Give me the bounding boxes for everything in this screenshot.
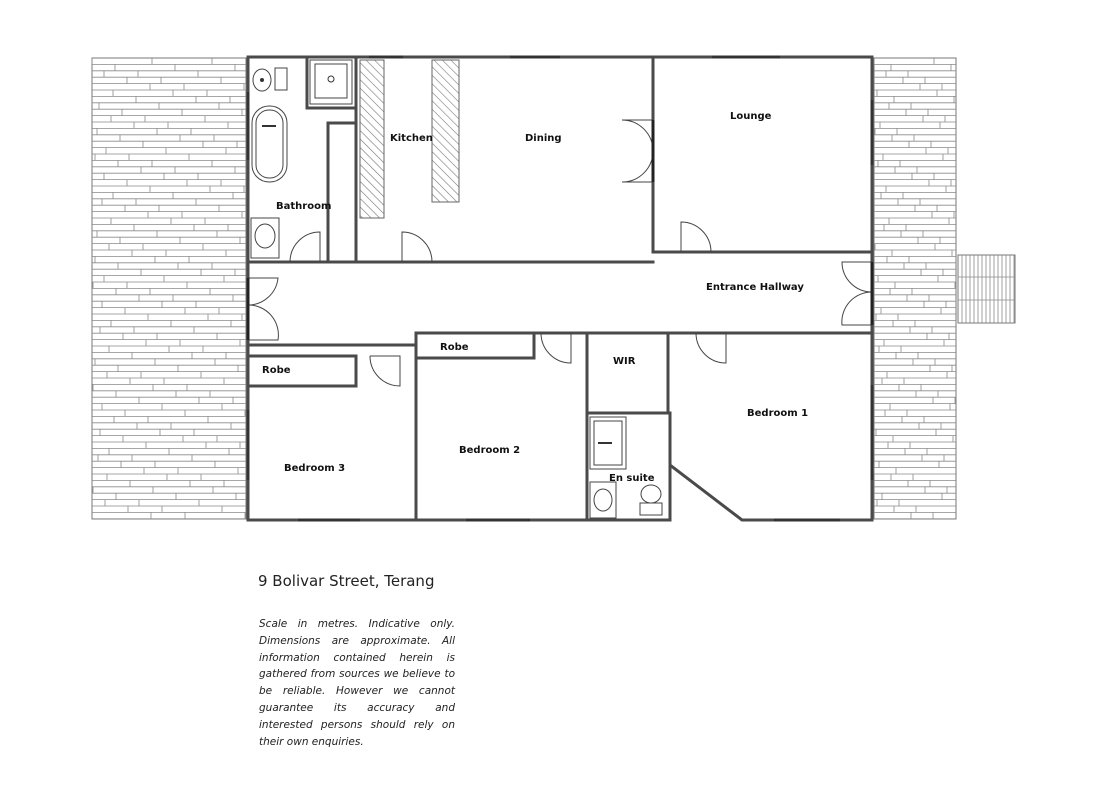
room-label-bedroom-3: Bedroom 3 [284, 463, 346, 474]
room-label-dining: Dining [525, 133, 562, 144]
toilet-icon [253, 68, 287, 91]
vanity-sink-icon [251, 218, 279, 258]
room-label-bedroom-1: Bedroom 1 [747, 408, 809, 419]
ensuite-sink-icon [590, 482, 616, 518]
room-label-entrance-hallway: Entrance Hallway [706, 282, 804, 293]
property-address: 9 Bolivar Street, Terang [258, 572, 435, 590]
room-label-wir: WIR [613, 356, 636, 367]
room-label-bedroom-2: Bedroom 2 [459, 445, 521, 456]
entry-steps [958, 255, 1015, 323]
bathtub-icon [252, 106, 287, 182]
shower-icon [310, 60, 352, 104]
ensuite-shower-icon [590, 417, 626, 469]
room-label-lounge: Lounge [730, 111, 772, 122]
room-label-robe-middle: Robe [440, 342, 469, 353]
deck-left [92, 58, 246, 519]
room-label-kitchen: Kitchen [390, 133, 433, 144]
deck-right [874, 58, 956, 519]
room-label-robe-left: Robe [262, 365, 291, 376]
room-labels [262, 111, 808, 484]
ensuite-toilet-icon [640, 485, 662, 515]
room-label-en-suite: En suite [609, 473, 655, 484]
room-label-bathroom: Bathroom [276, 201, 332, 212]
disclaimer-text: Scale in metres. Indicative only. Dimensions are approximate. All information contained herein is gathered from sources we believe to be reliable. However we cannot guarantee its accuracy and interested persons should rely on their own enquiries. [259, 618, 455, 748]
